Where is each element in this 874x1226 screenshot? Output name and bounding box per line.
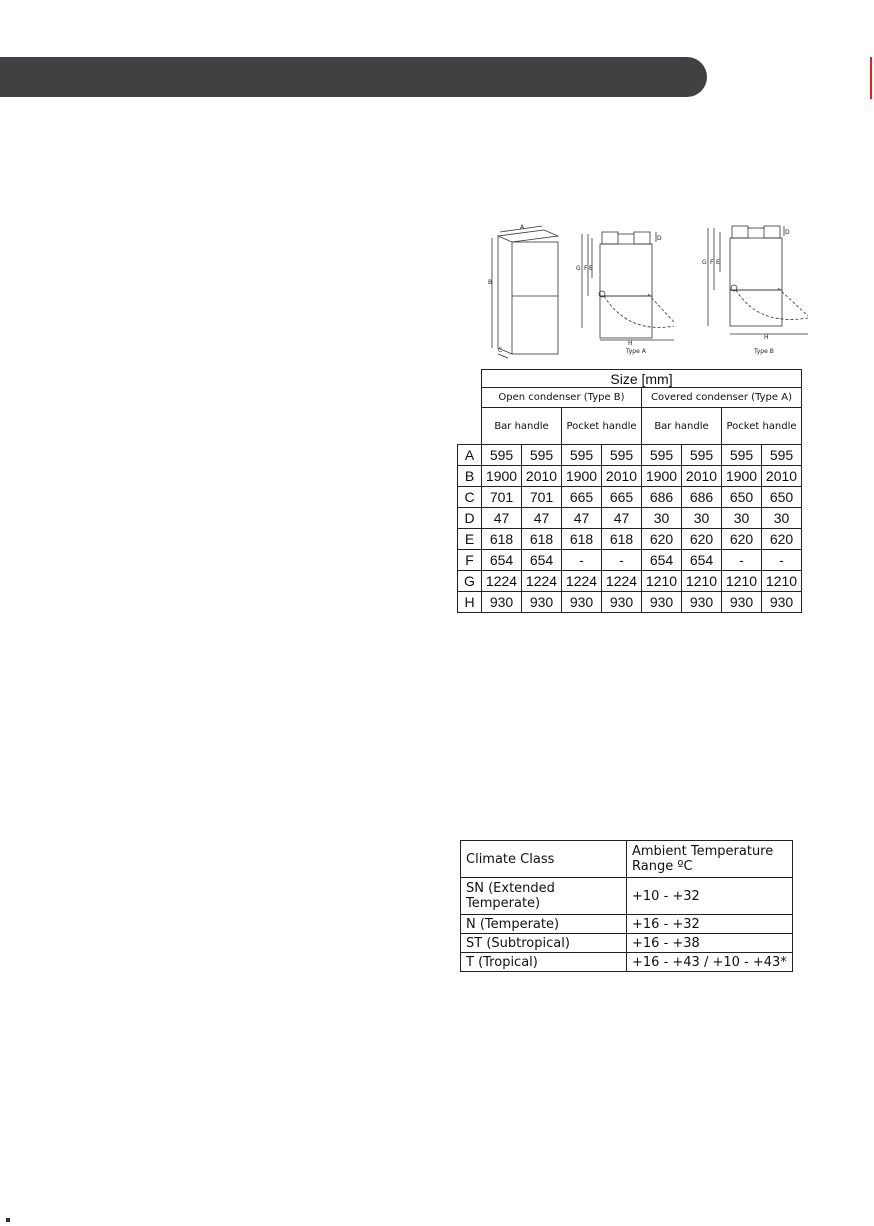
dimension-value-cell: 1900 xyxy=(562,466,602,487)
label-G-type-b: G xyxy=(702,259,707,266)
dimension-value-cell: 47 xyxy=(562,508,602,529)
dimension-value-cell: 1224 xyxy=(482,571,522,592)
table-row xyxy=(461,953,793,972)
page-corner-mark xyxy=(6,1218,10,1222)
row-label: H xyxy=(458,592,482,613)
label-A: A xyxy=(520,224,525,231)
dimension-value-cell: 30 xyxy=(642,508,682,529)
dimension-value-cell: 650 xyxy=(762,487,802,508)
dimension-value-cell: 1224 xyxy=(562,571,602,592)
label-G-type-a: G xyxy=(576,265,581,272)
dimension-value-cell: 654 xyxy=(642,550,682,571)
table-row xyxy=(458,550,802,571)
dimension-value-cell: 930 xyxy=(642,592,682,613)
dimension-value-cell: 30 xyxy=(682,508,722,529)
ambient-temperature-header: Ambient Temperature Range ºC xyxy=(627,841,793,878)
size-header: Size [mm] xyxy=(482,370,802,388)
dimension-value-cell: 595 xyxy=(722,445,762,466)
temperature-range-cell: +16 - +43 / +10 - +43* xyxy=(627,953,793,972)
dimension-value-cell: 620 xyxy=(642,529,682,550)
label-type-b: Type B xyxy=(754,348,774,355)
dimension-value-cell: - xyxy=(602,550,642,571)
dimension-value-cell: 1210 xyxy=(642,571,682,592)
dimension-value-cell: - xyxy=(762,550,802,571)
temperature-range-cell: +16 - +32 xyxy=(627,915,793,934)
corner-blank xyxy=(458,370,482,388)
dimension-value-cell: 1900 xyxy=(482,466,522,487)
temperature-range-cell: +10 - +32 xyxy=(627,878,793,915)
open-condenser-header: Open condenser (Type B) xyxy=(482,388,642,408)
dimension-value-cell: 618 xyxy=(482,529,522,550)
dimension-value-cell: 47 xyxy=(522,508,562,529)
dimension-value-cell: 650 xyxy=(722,487,762,508)
dimension-value-cell: 701 xyxy=(482,487,522,508)
dimension-value-cell: 654 xyxy=(482,550,522,571)
dimensions-table xyxy=(457,369,802,613)
dimension-value-cell: 686 xyxy=(642,487,682,508)
row-label: F xyxy=(458,550,482,571)
table-row xyxy=(458,529,802,550)
dimension-value-cell: 930 xyxy=(562,592,602,613)
label-B: B xyxy=(488,279,493,286)
dimension-value-cell: 665 xyxy=(602,487,642,508)
row-label: C xyxy=(458,487,482,508)
label-D-type-a: D xyxy=(657,235,662,242)
row-label: B xyxy=(458,466,482,487)
dimensions-body xyxy=(458,445,802,613)
dimension-value-cell: - xyxy=(562,550,602,571)
dimension-value-cell: 595 xyxy=(762,445,802,466)
dimension-value-cell: 1900 xyxy=(722,466,762,487)
label-F-type-b: F xyxy=(710,259,714,266)
dimension-value-cell: 1224 xyxy=(522,571,562,592)
label-H-type-a: H xyxy=(628,340,633,347)
section-header-bar xyxy=(0,57,707,97)
dimension-value-cell: 620 xyxy=(762,529,802,550)
dimension-value-cell: 2010 xyxy=(762,466,802,487)
dimension-value-cell: 47 xyxy=(482,508,522,529)
table-row xyxy=(458,466,802,487)
dimension-value-cell: 1900 xyxy=(642,466,682,487)
climate-class-cell: T (Tropical) xyxy=(461,953,627,972)
dimension-value-cell: 930 xyxy=(602,592,642,613)
dimension-value-cell: 595 xyxy=(562,445,602,466)
dimension-value-cell: 930 xyxy=(682,592,722,613)
dimension-value-cell: 595 xyxy=(682,445,722,466)
dimension-value-cell: 1224 xyxy=(602,571,642,592)
dimension-value-cell: 654 xyxy=(682,550,722,571)
dimension-value-cell: 1210 xyxy=(682,571,722,592)
page-edge-marker xyxy=(870,57,872,99)
dimension-diagrams xyxy=(478,216,818,364)
dimension-value-cell: 620 xyxy=(682,529,722,550)
dimension-value-cell: 1210 xyxy=(762,571,802,592)
dimension-value-cell: 30 xyxy=(762,508,802,529)
row-label: G xyxy=(458,571,482,592)
dimension-value-cell: 2010 xyxy=(682,466,722,487)
dimension-value-cell: 618 xyxy=(562,529,602,550)
dimension-value-cell: 620 xyxy=(722,529,762,550)
bar-handle-header: Bar handle xyxy=(642,408,722,445)
pocket-handle-header: Pocket handle xyxy=(562,408,642,445)
dimension-value-cell: 618 xyxy=(602,529,642,550)
dimension-value-cell: 30 xyxy=(722,508,762,529)
dimension-value-cell: 595 xyxy=(522,445,562,466)
table-row xyxy=(461,915,793,934)
dimension-value-cell: 686 xyxy=(682,487,722,508)
row-label: E xyxy=(458,529,482,550)
label-D-type-b: D xyxy=(785,229,790,236)
climate-class-cell: SN (Extended Temperate) xyxy=(461,878,627,915)
dimension-value-cell: 930 xyxy=(762,592,802,613)
dimension-value-cell: - xyxy=(722,550,762,571)
dimension-value-cell: 2010 xyxy=(602,466,642,487)
table-row xyxy=(458,571,802,592)
dimension-value-cell: 595 xyxy=(642,445,682,466)
dimension-value-cell: 2010 xyxy=(522,466,562,487)
climate-class-table xyxy=(460,840,793,972)
dimension-value-cell: 930 xyxy=(722,592,762,613)
dimension-value-cell: 930 xyxy=(522,592,562,613)
label-E-type-b: E xyxy=(716,259,720,266)
table-row xyxy=(458,508,802,529)
dimension-value-cell: 1210 xyxy=(722,571,762,592)
dimension-value-cell: 665 xyxy=(562,487,602,508)
dimension-value-cell: 595 xyxy=(482,445,522,466)
row-label: D xyxy=(458,508,482,529)
climate-class-header: Climate Class xyxy=(461,841,627,878)
table-row xyxy=(458,592,802,613)
table-row xyxy=(458,487,802,508)
pocket-handle-header: Pocket handle xyxy=(722,408,802,445)
table-row xyxy=(461,934,793,953)
label-E-type-a: E xyxy=(589,265,593,272)
table-row xyxy=(458,445,802,466)
dimension-value-cell: 47 xyxy=(602,508,642,529)
dimension-value-cell: 701 xyxy=(522,487,562,508)
label-H-type-b: H xyxy=(764,334,769,341)
row-label: A xyxy=(458,445,482,466)
dimension-value-cell: 595 xyxy=(602,445,642,466)
climate-class-cell: ST (Subtropical) xyxy=(461,934,627,953)
fridge-dimension-drawing xyxy=(478,216,818,364)
climate-header-row xyxy=(461,841,793,878)
climate-class-cell: N (Temperate) xyxy=(461,915,627,934)
covered-condenser-header: Covered condenser (Type A) xyxy=(642,388,802,408)
dimension-value-cell: 618 xyxy=(522,529,562,550)
table-row xyxy=(461,878,793,915)
dimension-value-cell: 654 xyxy=(522,550,562,571)
label-C: C xyxy=(498,347,503,354)
label-F-type-a: F xyxy=(584,265,588,272)
bar-handle-header: Bar handle xyxy=(482,408,562,445)
temperature-range-cell: +16 - +38 xyxy=(627,934,793,953)
dimension-value-cell: 930 xyxy=(482,592,522,613)
label-type-a: Type A xyxy=(626,348,646,355)
